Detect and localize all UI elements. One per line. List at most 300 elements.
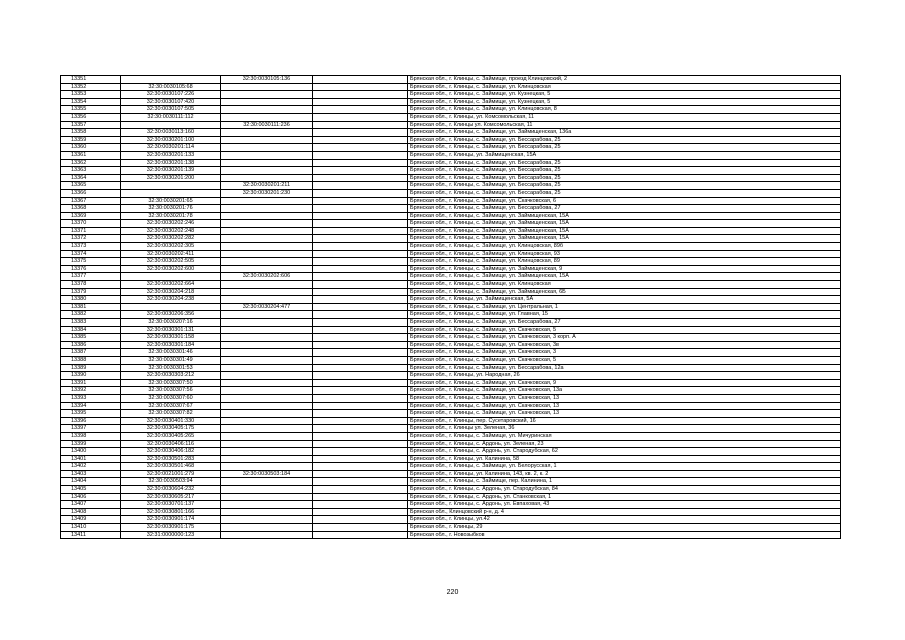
address-cell: Брянская обл., г. Клинцы, с. Займище, ул. Бессарабова, 25 <box>408 189 841 197</box>
extra-cell <box>313 394 408 402</box>
row-number-cell: 13401 <box>61 455 121 463</box>
extra-cell <box>313 220 408 228</box>
row-number-cell: 13399 <box>61 440 121 448</box>
extra-cell <box>313 258 408 266</box>
address-cell: Брянская обл., г. Клинцы, с. Займище, ул. Займищенская, 15А <box>408 212 841 220</box>
table-row <box>61 265 841 273</box>
extra-cell <box>313 205 408 213</box>
building-cadastral-cell <box>221 455 313 463</box>
table-row <box>61 334 841 342</box>
building-cadastral-cell <box>221 349 313 357</box>
row-number-cell: 13402 <box>61 463 121 471</box>
building-cadastral-cell <box>221 531 313 539</box>
cadastral-number-cell: 32:30:0030701:137 <box>121 501 221 509</box>
row-number-cell: 13358 <box>61 129 121 137</box>
address-cell: Брянская обл., г. Клинцы, с. Займище, ул. Клинцовская, 8 <box>408 106 841 114</box>
address-cell: Брянская обл., г. Клинцы, с. Займище, ул. Бессарабова, 25 <box>408 174 841 182</box>
row-number-cell: 13374 <box>61 250 121 258</box>
table-row <box>61 516 841 524</box>
building-cadastral-cell <box>221 501 313 509</box>
address-cell: Брянская обл., г. Клинцы, с. Ардонь, ул. Евпаховая, 43 <box>408 501 841 509</box>
table-row <box>61 189 841 197</box>
extra-cell <box>313 478 408 486</box>
cadastral-number-cell: 32:30:0030107:505 <box>121 106 221 114</box>
row-number-cell: 13398 <box>61 432 121 440</box>
address-cell: Брянская обл., Клинцовский р-н, д. 4 <box>408 508 841 516</box>
row-number-cell: 13357 <box>61 121 121 129</box>
row-number-cell: 13362 <box>61 159 121 167</box>
address-cell: Брянская обл., г. Клинцы, ул. Займищенская, 5А <box>408 296 841 304</box>
address-cell: Брянская обл., г. Клинцы, с. Ардонь, ул. Станковская, 1 <box>408 493 841 501</box>
cadastral-number-cell: 32:30:0030201:138 <box>121 159 221 167</box>
page-number: 220 <box>446 589 459 596</box>
cadastral-number-cell: 32:30:0030307:50 <box>121 379 221 387</box>
address-cell: Брянская обл., г. Клинцы, с. Займище, ул. Центральная, 1 <box>408 303 841 311</box>
row-number-cell: 13367 <box>61 197 121 205</box>
building-cadastral-cell: 32:30:0030503:184 <box>221 470 313 478</box>
row-number-cell: 13361 <box>61 151 121 159</box>
extra-cell <box>313 516 408 524</box>
registry-table <box>60 75 841 539</box>
extra-cell <box>313 303 408 311</box>
extra-cell <box>313 106 408 114</box>
extra-cell <box>313 174 408 182</box>
table-row <box>61 288 841 296</box>
table-row <box>61 508 841 516</box>
building-cadastral-cell <box>221 144 313 152</box>
extra-cell <box>313 212 408 220</box>
table-row <box>61 296 841 304</box>
table-row <box>61 129 841 137</box>
cadastral-number-cell: 32:30:0030111:112 <box>121 113 221 121</box>
cadastral-number-cell <box>121 189 221 197</box>
cadastral-number-cell: 32:30:0030201:78 <box>121 212 221 220</box>
row-number-cell: 13383 <box>61 319 121 327</box>
table-row <box>61 311 841 319</box>
address-cell: Брянская обл., г. Клинцы, ул.42 <box>408 516 841 524</box>
row-number-cell: 13390 <box>61 372 121 380</box>
cadastral-number-cell: 32:30:0030604:232 <box>121 486 221 494</box>
building-cadastral-cell <box>221 516 313 524</box>
row-number-cell: 13405 <box>61 486 121 494</box>
extra-cell <box>313 76 408 84</box>
extra-cell <box>313 235 408 243</box>
table-row <box>61 410 841 418</box>
cadastral-number-cell: 32:30:0030105:68 <box>121 83 221 91</box>
building-cadastral-cell <box>221 478 313 486</box>
table-row <box>61 402 841 410</box>
building-cadastral-cell <box>221 83 313 91</box>
cadastral-number-cell: 32:30:0030201:114 <box>121 144 221 152</box>
extra-cell <box>313 288 408 296</box>
row-number-cell: 13387 <box>61 349 121 357</box>
building-cadastral-cell <box>221 387 313 395</box>
building-cadastral-cell: 32:30:0030202:606 <box>221 273 313 281</box>
address-cell: Брянская обл., г. Клинцы, с. Займище, ул. Скачковская, 6 <box>408 197 841 205</box>
extra-cell <box>313 189 408 197</box>
table-row <box>61 182 841 190</box>
address-cell: Брянская обл., г. Клинцы, с. Займище, ул. Бессарабова, 25 <box>408 167 841 175</box>
building-cadastral-cell <box>221 493 313 501</box>
table-row <box>61 349 841 357</box>
address-cell: Брянская обл., г. Клинцы, ул. Калинина, 143, кв. 2, к. 2 <box>408 470 841 478</box>
table-row <box>61 531 841 539</box>
building-cadastral-cell <box>221 410 313 418</box>
table-row <box>61 121 841 129</box>
extra-cell <box>313 98 408 106</box>
building-cadastral-cell <box>221 296 313 304</box>
extra-cell <box>313 144 408 152</box>
cadastral-number-cell: 32:30:0030307:60 <box>121 394 221 402</box>
row-number-cell: 13373 <box>61 243 121 251</box>
building-cadastral-cell <box>221 432 313 440</box>
building-cadastral-cell <box>221 250 313 258</box>
cadastral-number-cell: 32:30:0030201:76 <box>121 205 221 213</box>
cadastral-number-cell: 32:30:0030301:49 <box>121 356 221 364</box>
building-cadastral-cell <box>221 197 313 205</box>
cadastral-number-cell <box>121 303 221 311</box>
row-number-cell: 13370 <box>61 220 121 228</box>
building-cadastral-cell: 32:30:0030201:211 <box>221 182 313 190</box>
table-row <box>61 167 841 175</box>
extra-cell <box>313 448 408 456</box>
cadastral-number-cell: 32:30:0030204:218 <box>121 288 221 296</box>
extra-cell <box>313 197 408 205</box>
table-row <box>61 387 841 395</box>
row-number-cell: 13382 <box>61 311 121 319</box>
table-row <box>61 174 841 182</box>
table-row <box>61 76 841 84</box>
table-row <box>61 106 841 114</box>
extra-cell <box>313 91 408 99</box>
cadastral-number-cell: 32:30:0030207:16 <box>121 319 221 327</box>
table-row <box>61 98 841 106</box>
table-row <box>61 425 841 433</box>
address-cell: Брянская обл., г. Клинцы, с. Займище, ул. Скачковская, 5 <box>408 326 841 334</box>
cadastral-number-cell: 32:31:0000000:123 <box>121 531 221 539</box>
address-cell: Брянская обл., г. Клинцы, с. Ардонь, ул. Зеленая, 23 <box>408 440 841 448</box>
building-cadastral-cell <box>221 91 313 99</box>
address-cell: Брянская обл., г. Клинцы, 29 <box>408 524 841 532</box>
address-cell: Брянская обл., г. Клинцы, с. Займище, ул. Займищенская, 9 <box>408 265 841 273</box>
address-cell: Брянская обл., г. Клинцы ул. Зеленая, 36 <box>408 425 841 433</box>
table-row <box>61 281 841 289</box>
row-number-cell: 13364 <box>61 174 121 182</box>
extra-cell <box>313 311 408 319</box>
registry-table-body <box>61 76 841 539</box>
table-row <box>61 273 841 281</box>
table-row <box>61 486 841 494</box>
table-row <box>61 455 841 463</box>
address-cell: Брянская обл., г. Клинцы, с. Займище, ул. Скачковская, 13 <box>408 402 841 410</box>
row-number-cell: 13372 <box>61 235 121 243</box>
extra-cell <box>313 501 408 509</box>
row-number-cell: 13395 <box>61 410 121 418</box>
extra-cell <box>313 121 408 129</box>
building-cadastral-cell <box>221 372 313 380</box>
cadastral-number-cell: 32:30:0030202:305 <box>121 243 221 251</box>
row-number-cell: 13375 <box>61 258 121 266</box>
cadastral-number-cell: 32:30:0030202:664 <box>121 281 221 289</box>
building-cadastral-cell <box>221 265 313 273</box>
row-number-cell: 13380 <box>61 296 121 304</box>
address-cell: Брянская обл., г. Клинцы, с. Займище, ул. Клинцовская, 89б <box>408 243 841 251</box>
cadastral-number-cell: 32:30:0021001:279 <box>121 470 221 478</box>
cadastral-number-cell: 32:30:0030405:265 <box>121 432 221 440</box>
building-cadastral-cell <box>221 394 313 402</box>
table-row <box>61 159 841 167</box>
building-cadastral-cell <box>221 356 313 364</box>
cadastral-number-cell: 32:30:0030501:283 <box>121 455 221 463</box>
table-row <box>61 319 841 327</box>
table-row <box>61 250 841 258</box>
table-row <box>61 205 841 213</box>
cadastral-number-cell: 32:30:0030201:133 <box>121 151 221 159</box>
row-number-cell: 13389 <box>61 364 121 372</box>
building-cadastral-cell <box>221 167 313 175</box>
row-number-cell: 13353 <box>61 91 121 99</box>
building-cadastral-cell: 32:30:0030201:230 <box>221 189 313 197</box>
building-cadastral-cell: 32:30:0030105:136 <box>221 76 313 84</box>
row-number-cell: 13369 <box>61 212 121 220</box>
table-row <box>61 417 841 425</box>
cadastral-number-cell: 32:30:0030201:139 <box>121 167 221 175</box>
address-cell: Брянская обл., г. Клинцы, с. Займище, ул. Скачковская, 13 <box>408 394 841 402</box>
address-cell: Брянская обл., г. Клинцы, с. Займище, ул. Мичуринская <box>408 432 841 440</box>
cadastral-number-cell: 32:30:0030201:65 <box>121 197 221 205</box>
row-number-cell: 13404 <box>61 478 121 486</box>
building-cadastral-cell <box>221 319 313 327</box>
extra-cell <box>313 463 408 471</box>
building-cadastral-cell <box>221 288 313 296</box>
building-cadastral-cell <box>221 129 313 137</box>
table-row <box>61 151 841 159</box>
address-cell: Брянская обл., г. Клинцы, ул. Комсомольская, 11 <box>408 113 841 121</box>
cadastral-number-cell: 32:30:0030307:82 <box>121 410 221 418</box>
extra-cell <box>313 227 408 235</box>
table-row <box>61 258 841 266</box>
extra-cell <box>313 129 408 137</box>
table-row <box>61 501 841 509</box>
extra-cell <box>313 326 408 334</box>
row-number-cell: 13363 <box>61 167 121 175</box>
address-cell: Брянская обл., г. Клинцы, с. Займище, ул. Займищенская, 15А <box>408 227 841 235</box>
row-number-cell: 13406 <box>61 493 121 501</box>
extra-cell <box>313 83 408 91</box>
table-row <box>61 432 841 440</box>
table-row <box>61 227 841 235</box>
table-row <box>61 478 841 486</box>
address-cell: Брянская обл., г. Клинцы, с. Займище, ул. Бессарабова, 27 <box>408 205 841 213</box>
cadastral-number-cell: 32:30:0030901:174 <box>121 516 221 524</box>
cadastral-number-cell <box>121 121 221 129</box>
row-number-cell: 13376 <box>61 265 121 273</box>
cadastral-number-cell: 32:30:0030201:200 <box>121 174 221 182</box>
row-number-cell: 13352 <box>61 83 121 91</box>
row-number-cell: 13359 <box>61 136 121 144</box>
row-number-cell: 13396 <box>61 417 121 425</box>
extra-cell <box>313 182 408 190</box>
building-cadastral-cell <box>221 508 313 516</box>
building-cadastral-cell <box>221 159 313 167</box>
row-number-cell: 13385 <box>61 334 121 342</box>
table-row <box>61 440 841 448</box>
table-row <box>61 197 841 205</box>
extra-cell <box>313 425 408 433</box>
building-cadastral-cell <box>221 258 313 266</box>
cadastral-number-cell: 32:30:0030401:330 <box>121 417 221 425</box>
building-cadastral-cell <box>221 205 313 213</box>
table-row <box>61 493 841 501</box>
address-cell: Брянская обл., г. Новозыбков <box>408 531 841 539</box>
building-cadastral-cell <box>221 113 313 121</box>
address-cell: Брянская обл., г. Клинцы, с. Займище, ул. Белорусская, 1 <box>408 463 841 471</box>
cadastral-number-cell: 32:30:0030202:282 <box>121 235 221 243</box>
table-row <box>61 364 841 372</box>
address-cell: Брянская обл., г. Клинцы ул. Комсомольская, 11 <box>408 121 841 129</box>
address-cell: Брянская обл., г. Клинцы, с. Займище, ул. Бессарабова, 25 <box>408 136 841 144</box>
row-number-cell: 13371 <box>61 227 121 235</box>
table-row <box>61 83 841 91</box>
building-cadastral-cell <box>221 98 313 106</box>
building-cadastral-cell <box>221 448 313 456</box>
extra-cell <box>313 349 408 357</box>
cadastral-number-cell: 32:30:0030301:158 <box>121 334 221 342</box>
address-cell: Брянская обл., г. Клинцы, с. Займище, ул. Займищенская, 6Б <box>408 288 841 296</box>
cadastral-number-cell: 32:30:0030605:217 <box>121 493 221 501</box>
row-number-cell: 13366 <box>61 189 121 197</box>
cadastral-number-cell <box>121 273 221 281</box>
building-cadastral-cell <box>221 243 313 251</box>
table-row <box>61 524 841 532</box>
registry-table-container <box>60 75 840 539</box>
table-row <box>61 470 841 478</box>
building-cadastral-cell <box>221 425 313 433</box>
extra-cell <box>313 486 408 494</box>
building-cadastral-cell: 32:30:0030204:477 <box>221 303 313 311</box>
building-cadastral-cell <box>221 402 313 410</box>
cadastral-number-cell: 32:30:0030301:184 <box>121 341 221 349</box>
address-cell: Брянская обл., г. Клинцы, с. Займище, ул. Скачковская, 13 <box>408 410 841 418</box>
row-number-cell: 13379 <box>61 288 121 296</box>
extra-cell <box>313 356 408 364</box>
row-number-cell: 13394 <box>61 402 121 410</box>
cadastral-number-cell: 32:30:0030202:600 <box>121 265 221 273</box>
building-cadastral-cell <box>221 281 313 289</box>
cadastral-number-cell: 32:30:0030406:116 <box>121 440 221 448</box>
cadastral-number-cell: 32:30:0030307:56 <box>121 387 221 395</box>
row-number-cell: 13360 <box>61 144 121 152</box>
address-cell: Брянская обл., г. Клинцы, с. Займище, ул. Скачковская, 9 <box>408 379 841 387</box>
address-cell: Брянская обл., г. Клинцы, пер. Сусетаровский, 16 <box>408 417 841 425</box>
extra-cell <box>313 402 408 410</box>
address-cell: Брянская обл., г. Клинцы, с. Займище, ул. Главная, 15 <box>408 311 841 319</box>
building-cadastral-cell <box>221 486 313 494</box>
table-row <box>61 303 841 311</box>
cadastral-number-cell: 32:30:0030201:100 <box>121 136 221 144</box>
extra-cell <box>313 273 408 281</box>
row-number-cell: 13410 <box>61 524 121 532</box>
table-row <box>61 220 841 228</box>
building-cadastral-cell <box>221 326 313 334</box>
extra-cell <box>313 379 408 387</box>
cadastral-number-cell: 32:30:0030405:175 <box>121 425 221 433</box>
building-cadastral-cell <box>221 417 313 425</box>
row-number-cell: 13408 <box>61 508 121 516</box>
address-cell: Брянская обл., г. Клинцы, с. Займище, ул. Клинцовская, 89 <box>408 258 841 266</box>
address-cell: Брянская обл., г. Клинцы, ул. Займищенская, 15А <box>408 151 841 159</box>
extra-cell <box>313 296 408 304</box>
building-cadastral-cell <box>221 463 313 471</box>
extra-cell <box>313 372 408 380</box>
building-cadastral-cell: 32:30:0030111:236 <box>221 121 313 129</box>
cadastral-number-cell: 32:30:0030202:411 <box>121 250 221 258</box>
address-cell: Брянская обл., г. Клинцы, с. Займище, ул. Займищенская, 15А <box>408 220 841 228</box>
extra-cell <box>313 531 408 539</box>
table-row <box>61 212 841 220</box>
building-cadastral-cell <box>221 311 313 319</box>
row-number-cell: 13403 <box>61 470 121 478</box>
cadastral-number-cell: 32:30:0030107:420 <box>121 98 221 106</box>
cadastral-number-cell: 32:30:0030301:53 <box>121 364 221 372</box>
row-number-cell: 13393 <box>61 394 121 402</box>
row-number-cell: 13355 <box>61 106 121 114</box>
extra-cell <box>313 508 408 516</box>
address-cell: Брянская обл., г. Клинцы, с. Займище, ул. Клинцовская <box>408 281 841 289</box>
cadastral-number-cell: 32:30:0030202:246 <box>121 220 221 228</box>
address-cell: Брянская обл., г. Клинцы, с. Займище, ул. Скачковская, 3 корп. А <box>408 334 841 342</box>
extra-cell <box>313 432 408 440</box>
extra-cell <box>313 524 408 532</box>
table-row <box>61 448 841 456</box>
row-number-cell: 13388 <box>61 356 121 364</box>
address-cell: Брянская обл., г. Клинцы, с. Займище, ул. Бессарабова, 12а <box>408 364 841 372</box>
building-cadastral-cell <box>221 136 313 144</box>
extra-cell <box>313 417 408 425</box>
row-number-cell: 13391 <box>61 379 121 387</box>
cadastral-number-cell: 32:30:0030113:160 <box>121 129 221 137</box>
extra-cell <box>313 167 408 175</box>
cadastral-number-cell: 32:30:0030301:131 <box>121 326 221 334</box>
row-number-cell: 13381 <box>61 303 121 311</box>
row-number-cell: 13411 <box>61 531 121 539</box>
address-cell: Брянская обл., г. Клинцы, с. Займище, ул. Скачковская, 13а <box>408 387 841 395</box>
extra-cell <box>313 159 408 167</box>
extra-cell <box>313 387 408 395</box>
cadastral-number-cell: 32:30:0030303:212 <box>121 372 221 380</box>
cadastral-number-cell <box>121 182 221 190</box>
cadastral-number-cell: 32:30:0030204:238 <box>121 296 221 304</box>
extra-cell <box>313 113 408 121</box>
row-number-cell: 13409 <box>61 516 121 524</box>
table-row <box>61 144 841 152</box>
building-cadastral-cell <box>221 174 313 182</box>
row-number-cell: 13384 <box>61 326 121 334</box>
address-cell: Брянская обл., г. Клинцы, с. Займище, ул. Кузнецкая, 5 <box>408 91 841 99</box>
cadastral-number-cell: 32:30:0030107:226 <box>121 91 221 99</box>
address-cell: Брянская обл., г. Клинцы, с. Займище, ул. Бессарабова, 25 <box>408 144 841 152</box>
cadastral-number-cell: 32:30:0030202:505 <box>121 258 221 266</box>
table-row <box>61 113 841 121</box>
table-row <box>61 136 841 144</box>
extra-cell <box>313 470 408 478</box>
building-cadastral-cell <box>221 212 313 220</box>
table-row <box>61 243 841 251</box>
extra-cell <box>313 151 408 159</box>
extra-cell <box>313 243 408 251</box>
building-cadastral-cell <box>221 106 313 114</box>
row-number-cell: 13351 <box>61 76 121 84</box>
